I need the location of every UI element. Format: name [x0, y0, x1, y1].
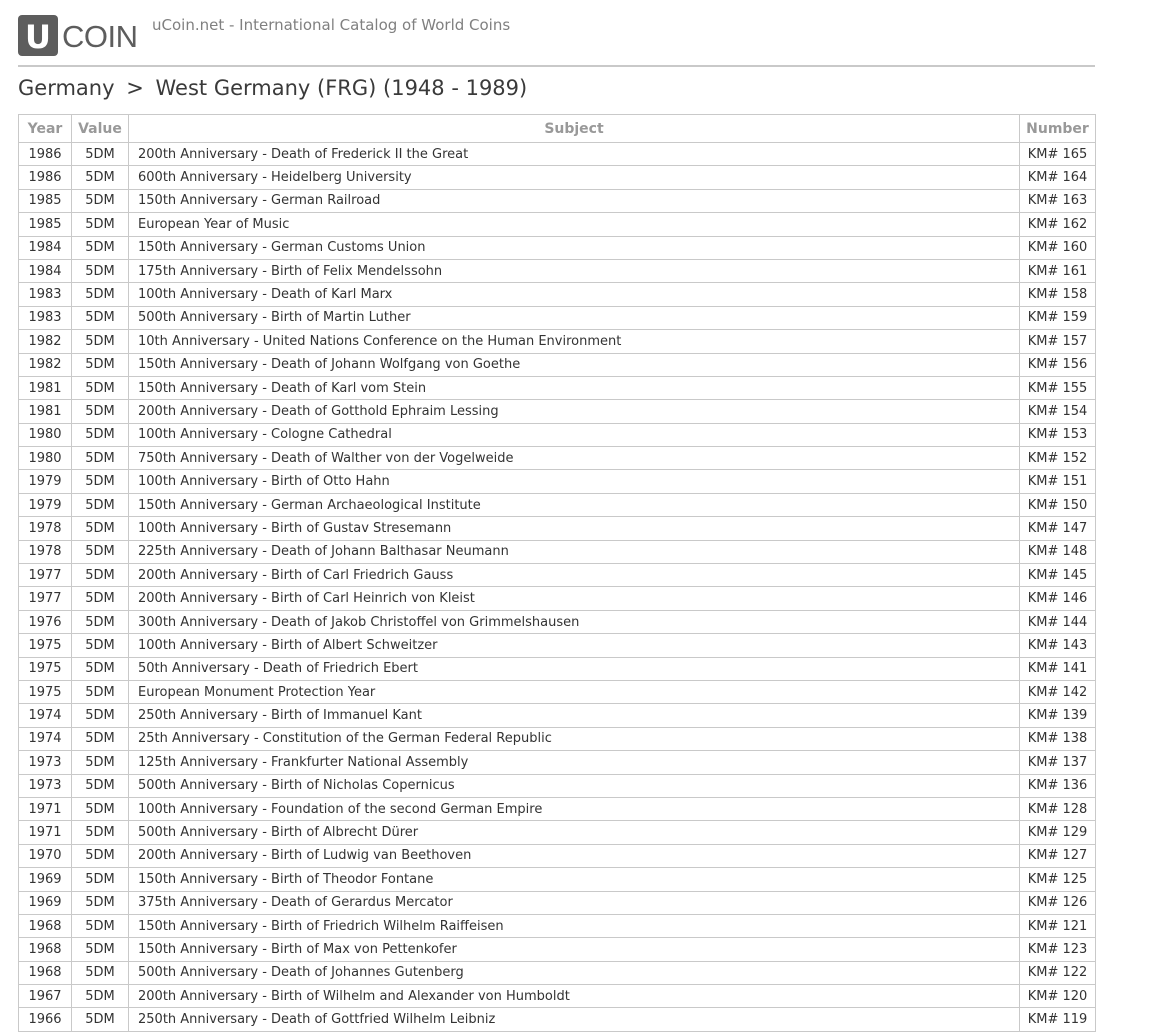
cell-year: 1971 [19, 821, 72, 844]
breadcrumb-period: West Germany (FRG) (1948 - 1989) [155, 76, 528, 100]
table-row[interactable] [19, 306, 1096, 329]
cell-value: 5DM [72, 283, 129, 306]
cell-number: KM# 125 [1020, 868, 1096, 891]
column-header-subject[interactable]: Subject [129, 115, 1020, 143]
cell-year: 1981 [19, 400, 72, 423]
cell-value: 5DM [72, 868, 129, 891]
table-row[interactable] [19, 1008, 1096, 1031]
cell-subject-link[interactable]: 50th Anniversary - Death of Friedrich Ebert [129, 657, 1020, 680]
cell-subject-link[interactable]: 200th Anniversary - Birth of Carl Friedrich Gauss [129, 564, 1020, 587]
cell-year: 1985 [19, 213, 72, 236]
cell-subject-link[interactable]: 750th Anniversary - Death of Walther von der Vogelweide [129, 447, 1020, 470]
cell-subject-link[interactable]: 375th Anniversary - Death of Gerardus Mercator [129, 891, 1020, 914]
cell-subject-link[interactable]: 25th Anniversary - Constitution of the German Federal Republic [129, 727, 1020, 750]
cell-number: KM# 127 [1020, 844, 1096, 867]
cell-year: 1980 [19, 423, 72, 446]
cell-subject-link[interactable]: 150th Anniversary - Death of Karl vom Stein [129, 376, 1020, 399]
table-row[interactable] [19, 844, 1096, 867]
cell-year: 1982 [19, 353, 72, 376]
cell-subject-link[interactable]: 100th Anniversary - Birth of Otto Hahn [129, 470, 1020, 493]
cell-year: 1977 [19, 564, 72, 587]
table-row[interactable] [19, 189, 1096, 212]
cell-year: 1968 [19, 961, 72, 984]
cell-number: KM# 139 [1020, 704, 1096, 727]
cell-number: KM# 121 [1020, 914, 1096, 937]
table-row[interactable] [19, 400, 1096, 423]
cell-value: 5DM [72, 259, 129, 282]
cell-year: 1976 [19, 610, 72, 633]
cell-value: 5DM [72, 353, 129, 376]
table-row[interactable] [19, 353, 1096, 376]
cell-number: KM# 153 [1020, 423, 1096, 446]
cell-value: 5DM [72, 587, 129, 610]
cell-value: 5DM [72, 564, 129, 587]
cell-subject-link[interactable]: European Year of Music [129, 213, 1020, 236]
cell-value: 5DM [72, 143, 129, 166]
cell-year: 1978 [19, 517, 72, 540]
cell-subject-link[interactable]: 100th Anniversary - Birth of Gustav Stresemann [129, 517, 1020, 540]
table-row[interactable] [19, 259, 1096, 282]
cell-value: 5DM [72, 961, 129, 984]
cell-subject-link[interactable]: 250th Anniversary - Death of Gottfried Wilhelm Leibniz [129, 1008, 1020, 1031]
cell-value: 5DM [72, 166, 129, 189]
cell-subject-link[interactable]: 250th Anniversary - Birth of Immanuel Kant [129, 704, 1020, 727]
cell-year: 1973 [19, 751, 72, 774]
cell-subject-link[interactable]: 500th Anniversary - Birth of Nicholas Copernicus [129, 774, 1020, 797]
cell-subject-link[interactable]: 100th Anniversary - Foundation of the second German Empire [129, 797, 1020, 820]
cell-value: 5DM [72, 330, 129, 353]
cell-subject-link[interactable]: 300th Anniversary - Death of Jakob Christoffel von Grimmelshausen [129, 610, 1020, 633]
cell-year: 1981 [19, 376, 72, 399]
cell-subject-link[interactable]: 200th Anniversary - Birth of Carl Heinrich von Kleist [129, 587, 1020, 610]
cell-number: KM# 162 [1020, 213, 1096, 236]
table-row[interactable] [19, 493, 1096, 516]
cell-subject-link[interactable]: 100th Anniversary - Cologne Cathedral [129, 423, 1020, 446]
breadcrumb-separator: > [126, 76, 144, 100]
cell-value: 5DM [72, 376, 129, 399]
table-row[interactable] [19, 914, 1096, 937]
cell-number: KM# 148 [1020, 540, 1096, 563]
cell-number: KM# 156 [1020, 353, 1096, 376]
cell-subject-link[interactable]: 150th Anniversary - German Railroad [129, 189, 1020, 212]
cell-subject-link[interactable]: 150th Anniversary - Birth of Theodor Fontane [129, 868, 1020, 891]
cell-number: KM# 155 [1020, 376, 1096, 399]
cell-year: 1986 [19, 166, 72, 189]
table-row[interactable] [19, 961, 1096, 984]
cell-year: 1982 [19, 330, 72, 353]
table-row[interactable] [19, 376, 1096, 399]
cell-value: 5DM [72, 447, 129, 470]
cell-number: KM# 160 [1020, 236, 1096, 259]
cell-year: 1983 [19, 306, 72, 329]
table-body [19, 143, 1096, 1032]
logo-word: COIN [62, 19, 138, 54]
cell-year: 1969 [19, 868, 72, 891]
table-row[interactable] [19, 447, 1096, 470]
cell-number: KM# 119 [1020, 1008, 1096, 1031]
table-row[interactable] [19, 166, 1096, 189]
cell-number: KM# 137 [1020, 751, 1096, 774]
table-row[interactable] [19, 213, 1096, 236]
ucoin-logo[interactable] [18, 14, 138, 57]
cell-number: KM# 147 [1020, 517, 1096, 540]
cell-value: 5DM [72, 844, 129, 867]
cell-number: KM# 136 [1020, 774, 1096, 797]
cell-number: KM# 163 [1020, 189, 1096, 212]
cell-number: KM# 145 [1020, 564, 1096, 587]
cell-year: 1966 [19, 1008, 72, 1031]
cell-subject-link[interactable]: 150th Anniversary - Death of Johann Wolfgang von Goethe [129, 353, 1020, 376]
cell-subject-link[interactable]: 150th Anniversary - German Archaeological Institute [129, 493, 1020, 516]
cell-year: 1968 [19, 914, 72, 937]
cell-number: KM# 142 [1020, 680, 1096, 703]
cell-year: 1975 [19, 657, 72, 680]
table-row[interactable] [19, 704, 1096, 727]
cell-subject-link[interactable]: 125th Anniversary - Frankfurter National Assembly [129, 751, 1020, 774]
table-row[interactable] [19, 236, 1096, 259]
cell-year: 1969 [19, 891, 72, 914]
coins-table [18, 114, 1096, 1032]
cell-year: 1984 [19, 236, 72, 259]
cell-number: KM# 123 [1020, 938, 1096, 961]
cell-subject-link[interactable]: 175th Anniversary - Birth of Felix Mendelssohn [129, 259, 1020, 282]
table-row[interactable] [19, 610, 1096, 633]
cell-number: KM# 151 [1020, 470, 1096, 493]
table-row[interactable] [19, 821, 1096, 844]
cell-number: KM# 143 [1020, 634, 1096, 657]
cell-number: KM# 164 [1020, 166, 1096, 189]
cell-value: 5DM [72, 1008, 129, 1031]
table-row[interactable] [19, 938, 1096, 961]
cell-number: KM# 141 [1020, 657, 1096, 680]
logo-letter: U [25, 17, 51, 56]
cell-value: 5DM [72, 470, 129, 493]
cell-value: 5DM [72, 517, 129, 540]
cell-subject-link[interactable]: 200th Anniversary - Death of Gotthold Ephraim Lessing [129, 400, 1020, 423]
site-title: uCoin.net - International Catalog of World Coins [152, 16, 511, 34]
cell-value: 5DM [72, 751, 129, 774]
table-row[interactable] [19, 330, 1096, 353]
column-header-number[interactable]: Number [1020, 115, 1096, 143]
cell-year: 1980 [19, 447, 72, 470]
table-row[interactable] [19, 751, 1096, 774]
cell-year: 1979 [19, 470, 72, 493]
cell-year: 1983 [19, 283, 72, 306]
cell-value: 5DM [72, 213, 129, 236]
table-row[interactable] [19, 143, 1096, 166]
cell-value: 5DM [72, 704, 129, 727]
cell-value: 5DM [72, 236, 129, 259]
cell-number: KM# 157 [1020, 330, 1096, 353]
cell-year: 1978 [19, 540, 72, 563]
table-row[interactable] [19, 470, 1096, 493]
table-row[interactable] [19, 283, 1096, 306]
cell-subject-link[interactable]: 150th Anniversary - Birth of Friedrich Wilhelm Raiffeisen [129, 914, 1020, 937]
cell-number: KM# 154 [1020, 400, 1096, 423]
column-header-year[interactable]: Year [19, 115, 72, 143]
cell-subject-link[interactable]: 10th Anniversary - United Nations Conference on the Human Environment [129, 330, 1020, 353]
cell-year: 1968 [19, 938, 72, 961]
cell-year: 1974 [19, 704, 72, 727]
cell-number: KM# 122 [1020, 961, 1096, 984]
cell-number: KM# 159 [1020, 306, 1096, 329]
table-row[interactable] [19, 517, 1096, 540]
table-row[interactable] [19, 423, 1096, 446]
table-row[interactable] [19, 657, 1096, 680]
cell-value: 5DM [72, 400, 129, 423]
cell-number: KM# 152 [1020, 447, 1096, 470]
cell-value: 5DM [72, 821, 129, 844]
cell-value: 5DM [72, 891, 129, 914]
table-row[interactable] [19, 540, 1096, 563]
cell-number: KM# 126 [1020, 891, 1096, 914]
cell-subject-link[interactable]: 150th Anniversary - Birth of Max von Pettenkofer [129, 938, 1020, 961]
cell-value: 5DM [72, 797, 129, 820]
cell-subject-link[interactable]: 225th Anniversary - Death of Johann Balthasar Neumann [129, 540, 1020, 563]
table-header-row [19, 115, 1096, 143]
cell-subject-link[interactable]: 500th Anniversary - Birth of Albrecht Dürer [129, 821, 1020, 844]
cell-year: 1986 [19, 143, 72, 166]
cell-number: KM# 158 [1020, 283, 1096, 306]
cell-value: 5DM [72, 727, 129, 750]
cell-year: 1977 [19, 587, 72, 610]
cell-value: 5DM [72, 914, 129, 937]
cell-subject-link[interactable]: 100th Anniversary - Birth of Albert Schweitzer [129, 634, 1020, 657]
cell-number: KM# 128 [1020, 797, 1096, 820]
cell-value: 5DM [72, 493, 129, 516]
cell-number: KM# 161 [1020, 259, 1096, 282]
cell-year: 1975 [19, 680, 72, 703]
cell-value: 5DM [72, 938, 129, 961]
cell-value: 5DM [72, 189, 129, 212]
cell-number: KM# 120 [1020, 985, 1096, 1008]
cell-year: 1970 [19, 844, 72, 867]
cell-subject-link[interactable]: 200th Anniversary - Death of Frederick II the Great [129, 143, 1020, 166]
cell-number: KM# 150 [1020, 493, 1096, 516]
table-row[interactable] [19, 774, 1096, 797]
cell-subject-link[interactable]: 500th Anniversary - Birth of Martin Luther [129, 306, 1020, 329]
table-row[interactable] [19, 564, 1096, 587]
table-row[interactable] [19, 797, 1096, 820]
breadcrumb-country-link[interactable]: Germany [18, 76, 115, 100]
column-header-value[interactable]: Value [72, 115, 129, 143]
cell-subject-link[interactable]: 200th Anniversary - Birth of Ludwig van Beethoven [129, 844, 1020, 867]
table-row[interactable] [19, 868, 1096, 891]
cell-subject-link[interactable]: 100th Anniversary - Death of Karl Marx [129, 283, 1020, 306]
table-row[interactable] [19, 680, 1096, 703]
cell-year: 1971 [19, 797, 72, 820]
cell-year: 1985 [19, 189, 72, 212]
cell-year: 1975 [19, 634, 72, 657]
cell-value: 5DM [72, 774, 129, 797]
site-header [18, 14, 1095, 67]
table-row[interactable] [19, 985, 1096, 1008]
cell-subject-link[interactable]: European Monument Protection Year [129, 680, 1020, 703]
cell-year: 1973 [19, 774, 72, 797]
cell-value: 5DM [72, 680, 129, 703]
cell-subject-link[interactable]: 150th Anniversary - German Customs Union [129, 236, 1020, 259]
table-row[interactable] [19, 727, 1096, 750]
logo-badge [18, 15, 58, 56]
cell-number: KM# 144 [1020, 610, 1096, 633]
cell-value: 5DM [72, 610, 129, 633]
cell-subject-link[interactable]: 200th Anniversary - Birth of Wilhelm and Alexander von Humboldt [129, 985, 1020, 1008]
cell-year: 1984 [19, 259, 72, 282]
cell-value: 5DM [72, 985, 129, 1008]
table-row[interactable] [19, 891, 1096, 914]
cell-value: 5DM [72, 306, 129, 329]
table-row[interactable] [19, 634, 1096, 657]
cell-year: 1979 [19, 493, 72, 516]
cell-value: 5DM [72, 423, 129, 446]
cell-value: 5DM [72, 540, 129, 563]
breadcrumb [18, 76, 527, 100]
cell-number: KM# 165 [1020, 143, 1096, 166]
cell-number: KM# 146 [1020, 587, 1096, 610]
cell-year: 1974 [19, 727, 72, 750]
cell-number: KM# 129 [1020, 821, 1096, 844]
table-row[interactable] [19, 587, 1096, 610]
cell-subject-link[interactable]: 600th Anniversary - Heidelberg University [129, 166, 1020, 189]
cell-year: 1967 [19, 985, 72, 1008]
cell-value: 5DM [72, 634, 129, 657]
cell-number: KM# 138 [1020, 727, 1096, 750]
cell-subject-link[interactable]: 500th Anniversary - Death of Johannes Gutenberg [129, 961, 1020, 984]
cell-value: 5DM [72, 657, 129, 680]
